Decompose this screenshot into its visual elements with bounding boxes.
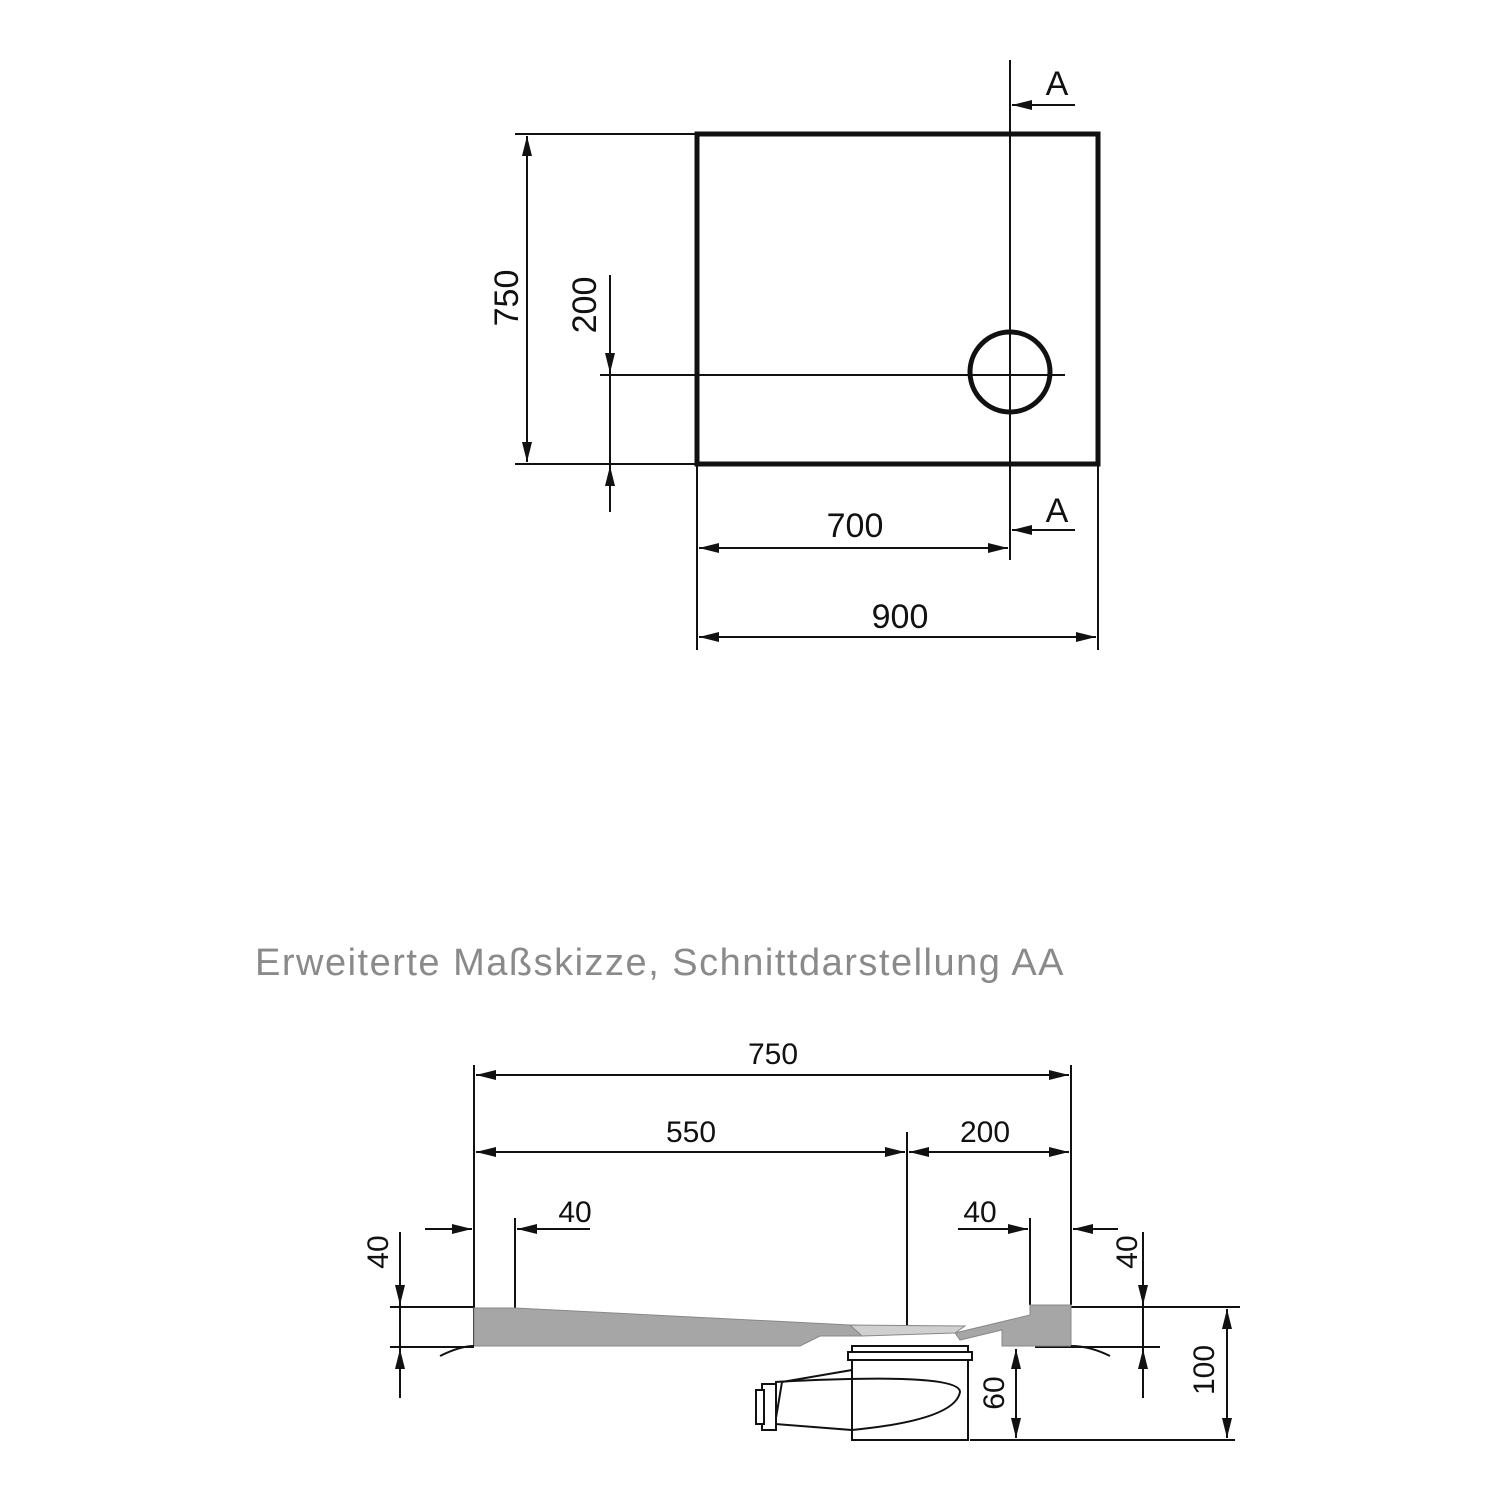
dim-section-200-label: 200	[959, 1116, 1011, 1149]
section-view	[362, 1038, 1240, 1440]
drain-rim	[850, 1325, 965, 1336]
dim-900-label: 900	[871, 598, 929, 636]
dim-right-edge-40-label: 40	[963, 1196, 997, 1229]
dim-left-edge-40-label: 40	[558, 1196, 592, 1229]
tray-section-right	[955, 1305, 1071, 1346]
section-marker-a-bottom: A	[1045, 492, 1069, 530]
dim-right-height-40-label: 40	[1111, 1235, 1144, 1269]
dim-overall-100-label: 100	[1188, 1344, 1221, 1396]
drain-trap	[756, 1346, 972, 1440]
top-view	[488, 60, 1098, 650]
dim-section-750-label: 750	[747, 1038, 799, 1071]
dim-550-label: 550	[665, 1116, 717, 1149]
section-marker-a-top: A	[1045, 65, 1069, 103]
tray-outline	[697, 134, 1098, 464]
dim-left-height-40-label: 40	[362, 1235, 395, 1269]
dim-700-label: 700	[826, 507, 884, 545]
dim-200-label: 200	[566, 276, 604, 334]
dim-750-label: 750	[488, 269, 526, 327]
section-caption: Erweiterte Maßskizze, Schnittdarstellung AA	[255, 942, 1066, 984]
tray-section-left	[474, 1308, 862, 1346]
dim-trap-60-label: 60	[978, 1376, 1011, 1410]
